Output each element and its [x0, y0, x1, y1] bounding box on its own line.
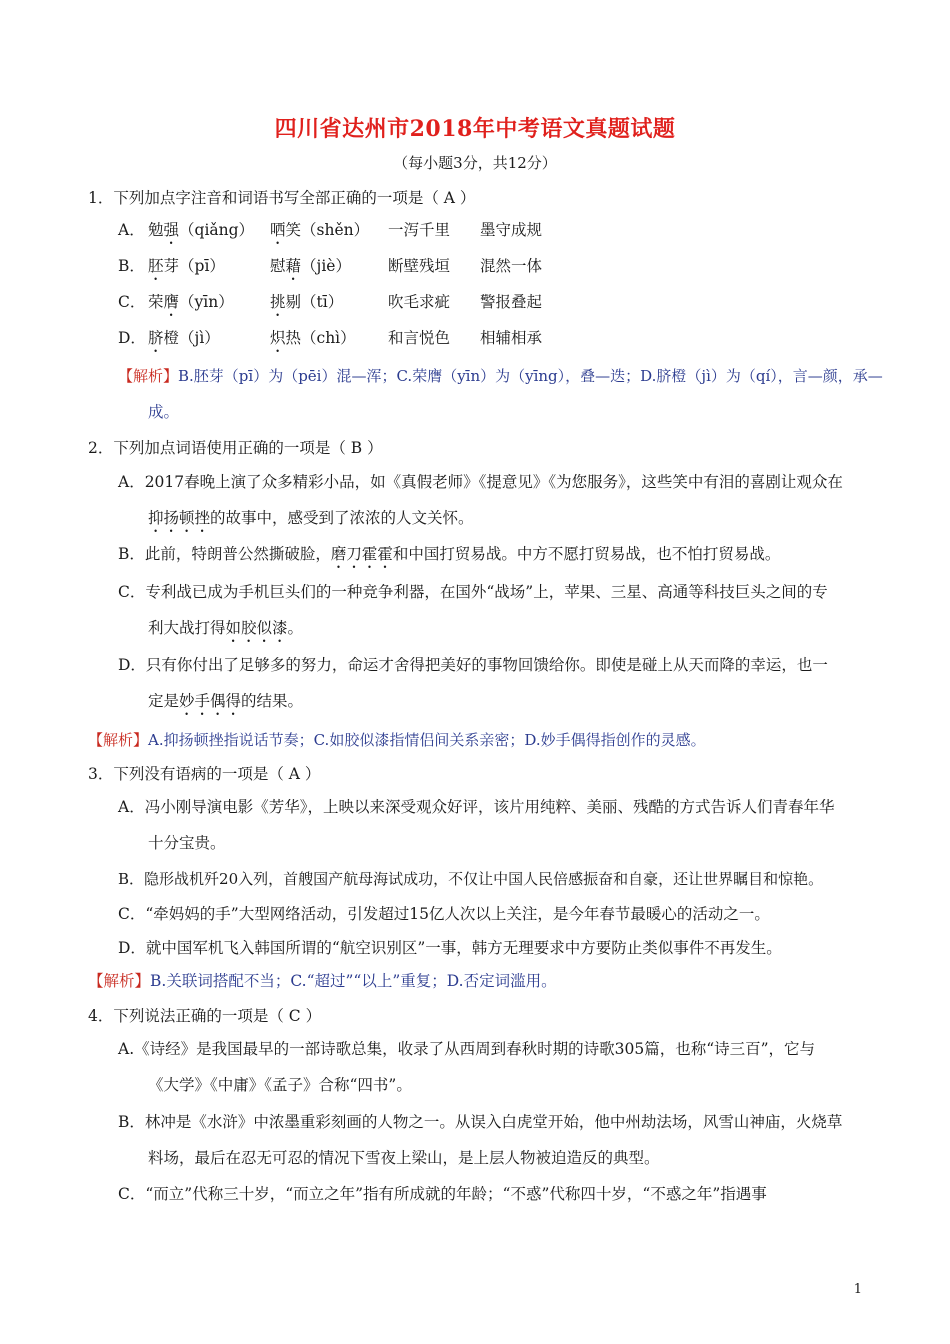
q3-option-a: A．冯小刚导演电影《芳华》，上映以来深受观众好评，该片用纯粹、美丽、残酷的方式告诉人们青春年华: [118, 798, 835, 816]
q1-row-a-word3: 一泻千里: [388, 221, 451, 239]
q3-stem: 3．下列没有语病的一项是（ A ）: [88, 765, 321, 783]
q3-option-b: B．隐形战机歼20入列，首艘国产航母海试成功，不仅让中国人民倍感振奋和自豪，还让世界瞩目和惊艳。: [118, 870, 824, 888]
q1-row-b-word1: 胚芽（pī）: [148, 257, 225, 275]
q1-row-b-word3: 断壁残垣: [388, 257, 451, 275]
q1-row-b-word4: 混然一体: [480, 257, 543, 275]
q1-row-d-word1: 脐橙（jì）: [148, 329, 220, 347]
q1-row-d-word2: 炽热（chì）: [270, 329, 356, 347]
q1-row-d-word3: 和言悦色: [388, 329, 451, 347]
q3-option-d: D．就中国军机飞入韩国所谓的“航空识别区”一事，韩方无理要求中方要防止类似事件不再发生。: [118, 939, 782, 957]
analysis-label: 【解析】: [118, 367, 179, 385]
q1-row-d-label: D．: [118, 329, 146, 347]
q3-analysis: 【解析】B.关联词搭配不当；C.“超过”“以上”重复；D.否定词滥用。: [88, 972, 557, 990]
q4-option-c: C．“而立”代称三十岁，“而立之年”指有所成就的年龄；“不惑”代称四十岁，“不惑之年”指遇事: [118, 1185, 767, 1203]
q4-stem: 4．下列说法正确的一项是（ C ）: [88, 1007, 322, 1025]
page-subtitle: （每小题3分，共12分）: [393, 154, 557, 172]
q3-option-c: C．“牵妈妈的手”大型网络活动，引发超过15亿人次以上关注，是今年春节最暖心的活动之一。: [118, 905, 770, 923]
q1-row-c-word1: 荣膺（yīn）: [148, 293, 234, 311]
q1-row-b-word2: 慰藉（jiè）: [270, 257, 351, 275]
q2-option-d-cont: 定是妙手偶得的结果。: [148, 692, 304, 710]
q1-analysis: 【解析】B.胚芽（pī）为（pēi）混—浑；C.荣膺（yīn）为（yīng），叠—迭；D.脐橙（jì）为（qí），言—颜，承—: [118, 367, 883, 385]
q2-option-a-cont: 抑扬顿挫的故事中，感受到了浓浓的人文关怀。: [148, 509, 474, 527]
q1-row-a-word2: 哂笑（shěn）: [270, 221, 370, 239]
q1-row-c-word2: 挑剔（tī）: [270, 293, 344, 311]
analysis-label: 【解析】: [88, 972, 151, 990]
q3-option-a-cont: 十分宝贵。: [148, 834, 226, 852]
q2-option-c-cont: 利大战打得如胶似漆。: [148, 619, 304, 637]
q1-row-c-label: C．: [118, 293, 146, 311]
q2-stem: 2．下列加点词语使用正确的一项是（ B ）: [88, 439, 383, 457]
q2-option-d: D．只有你付出了足够多的努力，命运才舍得把美好的事物回馈给你。即使是碰上从天而降的幸运，也一: [118, 656, 828, 674]
q1-row-a-word4: 墨守成规: [480, 221, 543, 239]
q2-option-c: C．专利战已成为手机巨头们的一种竞争利器，在国外“战场”上，苹果、三星、高通等科技巨头之间的专: [118, 583, 828, 601]
q1-stem: 1．下列加点字注音和词语书写全部正确的一项是（ A ）: [88, 189, 476, 207]
page-title: 四川省达州市2018年中考语文真题试题: [274, 116, 676, 142]
q1-row-c-word4: 警报叠起: [480, 293, 543, 311]
page-number: 1: [853, 1282, 862, 1297]
q2-option-a: A．2017春晚上演了众多精彩小品，如《真假老师》《提意见》《为您服务》，这些笑中有泪的喜剧让观众在: [118, 473, 843, 491]
analysis-label: 【解析】: [88, 731, 149, 749]
q4-option-b-cont: 料场，最后在忍无可忍的情况下雪夜上梁山，是上层人物被迫造反的典型。: [148, 1149, 660, 1167]
q4-option-b: B．林冲是《水浒》中浓墨重彩刻画的人物之一。从误入白虎堂开始，他中州劫法场，风雪山神庙，火烧草: [118, 1113, 843, 1131]
q1-analysis-cont: 成。: [148, 403, 180, 421]
q2-option-b: B．此前，特朗普公然撕破脸，磨刀霍霍和中国打贸易战。中方不愿打贸易战，也不怕打贸易战。: [118, 545, 781, 563]
q1-row-c-word3: 吹毛求疵: [388, 293, 451, 311]
q1-row-a-label: A．: [118, 221, 145, 239]
q1-row-a-word1: 勉强（qiǎng）: [148, 221, 255, 239]
q1-row-b-label: B．: [118, 257, 145, 275]
q1-row-d-word4: 相辅相承: [480, 329, 543, 347]
q2-analysis: 【解析】A.抑扬顿挫指说话节奏；C.如胶似漆指情侣间关系亲密；D.妙手偶得指创作的灵感。: [88, 731, 706, 749]
q4-option-a: A.《诗经》是我国最早的一部诗歌总集，收录了从西周到春秋时期的诗歌305篇，也称“诗三百”，它与: [118, 1040, 816, 1058]
q4-option-a-cont: 《大学》《中庸》《孟子》合称“四书”。: [148, 1076, 412, 1094]
